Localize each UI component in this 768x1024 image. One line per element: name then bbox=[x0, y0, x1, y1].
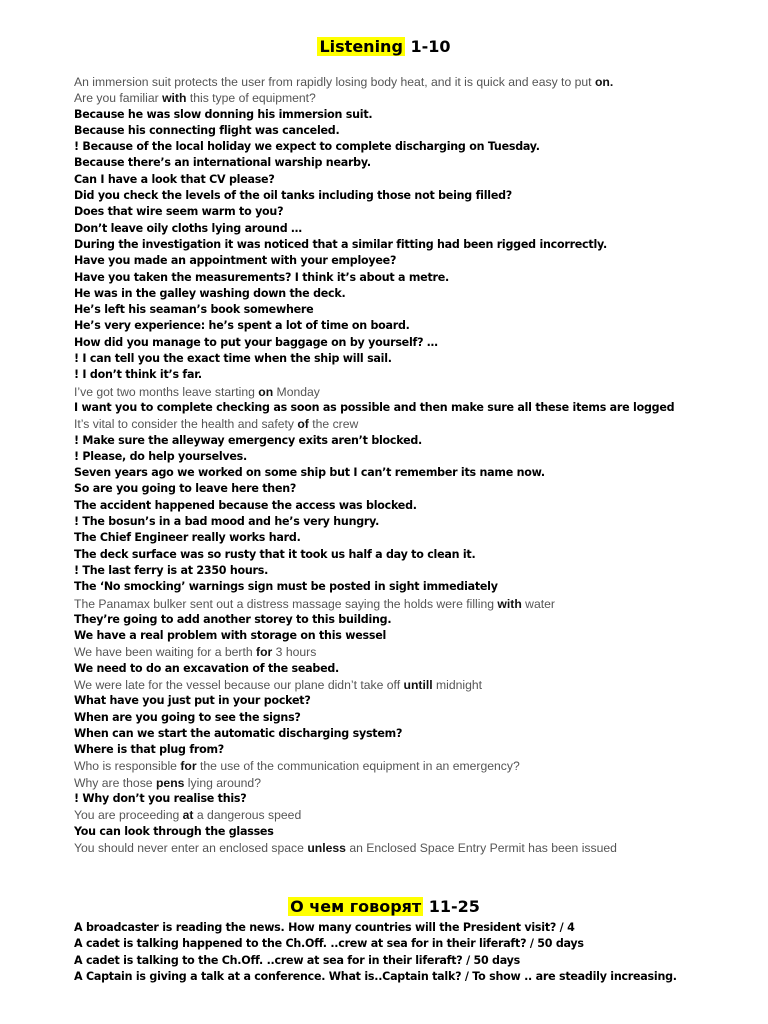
line-text: The Panamax bulker sent out a distress massage saying the holds were filling bbox=[74, 596, 498, 611]
text-line bbox=[74, 840, 748, 856]
emphasized-word: of bbox=[297, 417, 309, 432]
text-line: Because there’s an international warship nearby. bbox=[74, 156, 371, 170]
emphasized-word: with bbox=[497, 596, 522, 611]
emphasized-word: with bbox=[162, 91, 187, 106]
text-line: Does that wire seem warm to you? bbox=[74, 205, 284, 219]
text-line: You can look through the glasses bbox=[74, 824, 274, 838]
text-line: I want you to complete checking as soon as possible and then make sure all these items are logged bbox=[74, 400, 675, 414]
heading-range: 11-25 bbox=[428, 897, 480, 916]
line-text: Monday bbox=[273, 384, 320, 399]
text-line: The ‘No smocking’ warnings sign must be posted in sight immediately bbox=[74, 580, 498, 594]
line-text: We were late for the vessel because our plane didn’t take off bbox=[74, 677, 404, 692]
text-line: The Chief Engineer really works hard. bbox=[74, 531, 301, 545]
text-line bbox=[74, 677, 748, 693]
text-line: Can I have a look that CV please? bbox=[74, 172, 275, 186]
line-text: 3 hours bbox=[272, 645, 317, 660]
emphasized-word: for bbox=[180, 759, 197, 774]
emphasized-word: at bbox=[182, 808, 194, 823]
emphasized-word: pens bbox=[155, 775, 185, 790]
line-text: Who is responsible bbox=[74, 759, 181, 774]
text-line bbox=[74, 775, 748, 791]
text-line: A cadet is talking happened to the Ch.Off. ..crew at sea for in their liferaft? / 50 days bbox=[74, 937, 584, 951]
line-text: Are you familiar bbox=[74, 91, 163, 106]
emphasized-word: on. bbox=[594, 75, 614, 89]
section-heading-listening bbox=[0, 37, 768, 56]
text-line: ! Why don’t you realise this? bbox=[74, 792, 247, 806]
text-line: Where is that plug from? bbox=[74, 743, 224, 757]
dialogue-line-list bbox=[74, 920, 748, 985]
text-line: He was in the galley washing down the deck. bbox=[74, 286, 346, 300]
line-text: I’ve got two months leave starting bbox=[74, 384, 259, 399]
line-text: You are proceeding bbox=[74, 808, 183, 823]
text-line: Have you made an appointment with your employee? bbox=[74, 254, 397, 268]
line-text: the use of the communication equipment in an emergency? bbox=[196, 759, 520, 774]
text-line: A broadcaster is reading the news. How many countries will the President visit? / 4 bbox=[74, 921, 575, 934]
line-text: It’s vital to consider the health and safety bbox=[74, 417, 298, 432]
line-text: an Enclosed Space Entry Permit has been issued bbox=[345, 840, 617, 855]
line-text: water bbox=[521, 596, 555, 611]
text-line: During the investigation it was noticed that a similar fitting had been rigged incorrectly. bbox=[74, 237, 607, 251]
text-line: When can we start the automatic discharging system? bbox=[74, 726, 403, 740]
emphasized-word: on bbox=[258, 384, 274, 399]
line-text: We have been waiting for a berth bbox=[74, 645, 257, 660]
text-line bbox=[74, 807, 748, 823]
heading-range: 1-10 bbox=[410, 37, 451, 56]
emphasized-word: untill bbox=[403, 677, 433, 692]
heading-highlight-text: Listening bbox=[319, 37, 403, 56]
text-line bbox=[74, 74, 748, 90]
line-text: An immersion suit protects the user from rapidly losing body heat, and it is quick and easy to put bbox=[74, 75, 595, 89]
text-line bbox=[74, 758, 748, 774]
text-line: A cadet is talking to the Ch.Off. ..crew at sea for in their liferaft? / 50 days bbox=[74, 953, 520, 967]
emphasized-word: for bbox=[256, 645, 273, 660]
text-line bbox=[74, 416, 748, 432]
text-line: Have you taken the measurements? I think it’s about a metre. bbox=[74, 270, 449, 284]
text-line: Because his connecting flight was canceled. bbox=[74, 123, 340, 137]
text-line: They’re going to add another storey to this building. bbox=[74, 612, 392, 626]
text-line: ! The bosun’s in a bad mood and he’s very hungry. bbox=[74, 515, 380, 529]
text-line bbox=[74, 90, 748, 106]
text-line bbox=[74, 644, 748, 660]
listening-line-list bbox=[74, 74, 748, 856]
text-line: ! Please, do help yourselves. bbox=[74, 449, 247, 463]
text-line: Did you check the levels of the oil tanks including those not being filled? bbox=[74, 189, 512, 203]
text-line: ! I don’t think it’s far. bbox=[74, 368, 202, 382]
text-line: ! Make sure the alleyway emergency exits aren’t blocked. bbox=[74, 433, 423, 447]
line-text: this type of equipment? bbox=[186, 91, 316, 106]
text-line: ! Because of the local holiday we expect to complete discharging on Tuesday. bbox=[74, 140, 540, 154]
text-line: He’s very experience: he’s spent a lot of time on board. bbox=[74, 319, 410, 333]
text-line: The accident happened because the access was blocked. bbox=[74, 498, 417, 512]
line-text: the crew bbox=[308, 417, 359, 432]
text-line: ! The last ferry is at 2350 hours. bbox=[74, 563, 269, 577]
text-line bbox=[74, 596, 748, 612]
line-text: lying around? bbox=[184, 775, 261, 790]
text-line: Don’t leave oily cloths lying around … bbox=[74, 221, 302, 235]
text-line: What have you just put in your pocket? bbox=[74, 694, 311, 708]
line-text: midnight bbox=[432, 677, 483, 692]
line-text: a dangerous speed bbox=[193, 808, 302, 823]
text-line: The deck surface was so rusty that it took us half a day to clean it. bbox=[74, 547, 476, 561]
text-line: We have a real problem with storage on this wessel bbox=[74, 629, 387, 643]
section-heading-what-they-talk-about bbox=[0, 897, 768, 916]
text-line bbox=[74, 384, 748, 400]
text-line: He’s left his seaman’s book somewhere bbox=[74, 303, 314, 317]
text-line: Because he was slow donning his immersion suit. bbox=[74, 107, 373, 121]
text-line: We need to do an excavation of the seabed. bbox=[74, 661, 340, 675]
text-line: ! I can tell you the exact time when the ship will sail. bbox=[74, 352, 392, 366]
text-line: Seven years ago we worked on some ship but I can’t remember its name now. bbox=[74, 466, 545, 480]
line-text: You should never enter an enclosed space bbox=[74, 840, 308, 855]
text-line: A Captain is giving a talk at a conference. What is..Captain talk? / To show .. are steadily increasing. bbox=[74, 969, 677, 983]
text-line: When are you going to see the signs? bbox=[74, 710, 301, 724]
emphasized-word: unless bbox=[307, 840, 346, 855]
text-line: How did you manage to put your baggage on by yourself? … bbox=[74, 335, 438, 349]
text-line: So are you going to leave here then? bbox=[74, 482, 297, 496]
line-text: Why are those bbox=[74, 775, 156, 790]
heading-highlight-text: О чем говорят bbox=[290, 897, 422, 916]
